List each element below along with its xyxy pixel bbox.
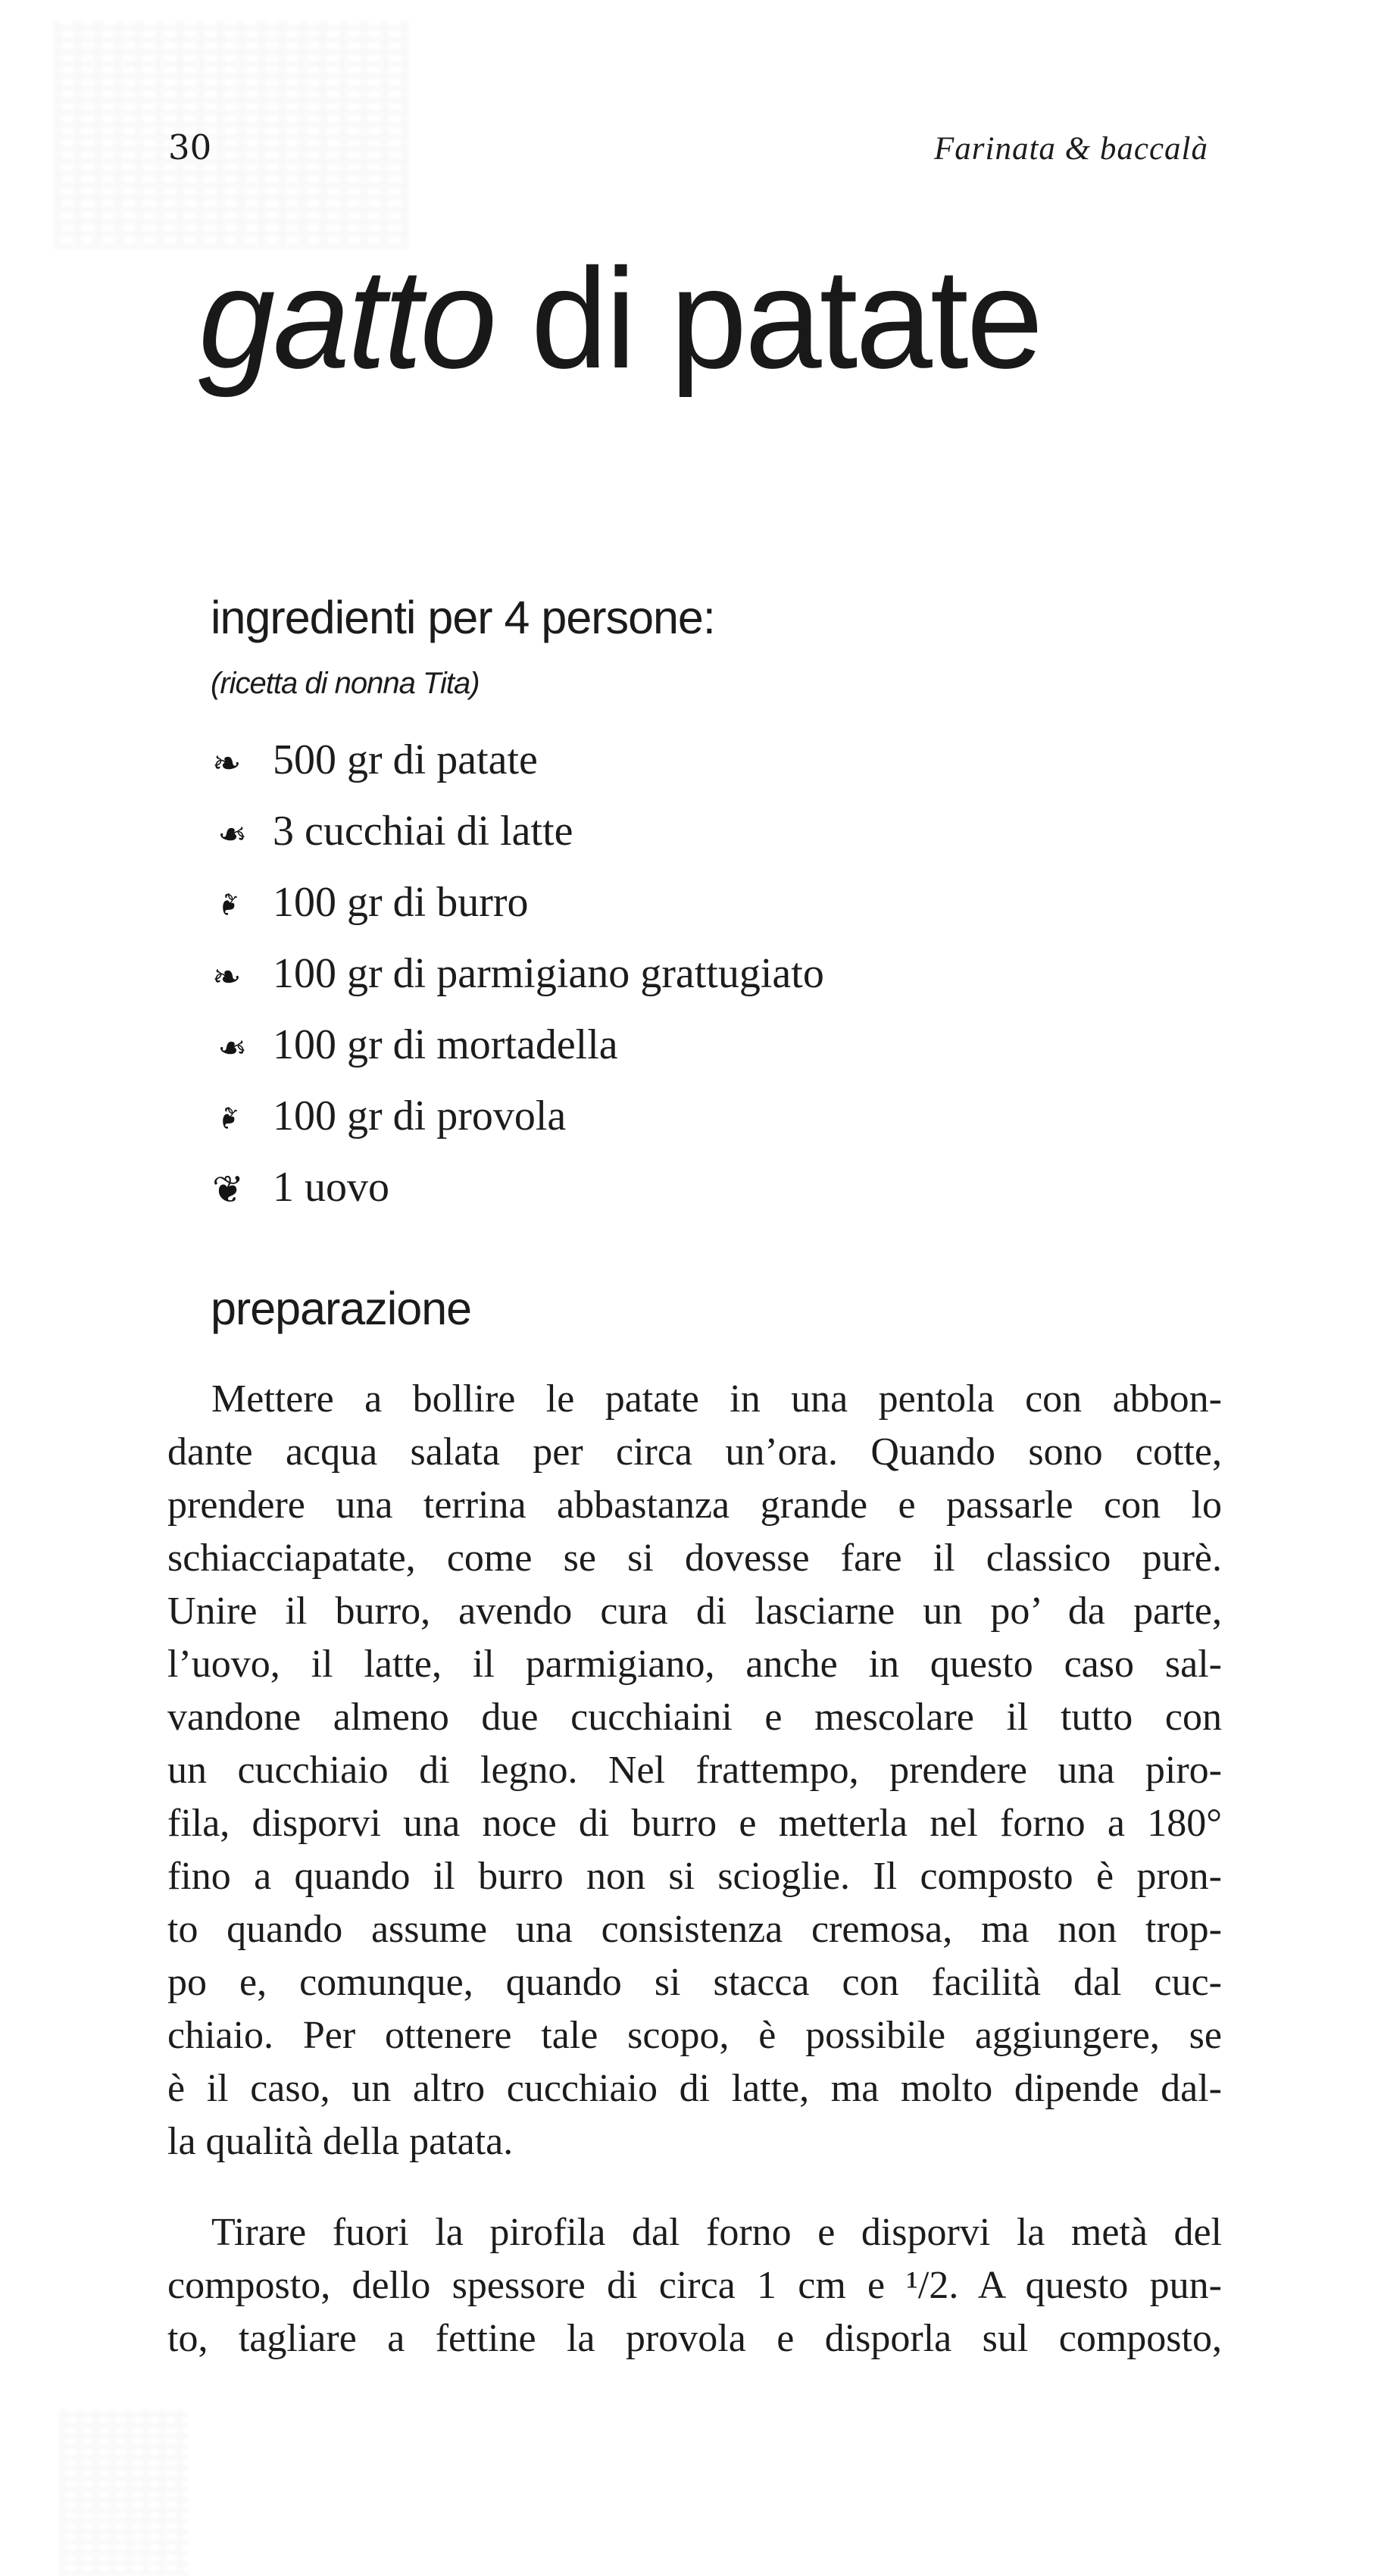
body-line: fila, disporvi una noce di burro e metterla nel forno a 180°	[167, 1802, 1222, 1845]
fleuron-rotated-heart-icon: ❧	[212, 956, 242, 997]
ingredient-text: 500 gr di patate	[273, 736, 538, 783]
ingredient-text: 100 gr di mortadella	[273, 1021, 618, 1068]
ingredient-item	[212, 1152, 824, 1223]
recipe-title-italic-part: gatto	[198, 239, 495, 398]
preparation-heading: preparazione	[211, 1283, 472, 1334]
ingredient-item	[212, 938, 824, 1009]
body-line: dante acqua salata per circa un’ora. Quando sono cotte,	[167, 1430, 1222, 1474]
ingredient-text: 1 uovo	[273, 1164, 389, 1211]
body-line: composto, dello spessore di circa 1 cm e ¹/2. A questo pun-	[167, 2264, 1222, 2307]
body-line: to quando assume una consistenza cremosa, ma non trop-	[167, 1908, 1222, 1951]
body-line: to, tagliare a fettine la provola e disporla sul composto,	[167, 2317, 1222, 2360]
ingredient-text: 100 gr di provola	[273, 1093, 567, 1140]
paragraph	[167, 2206, 1222, 2365]
ingredient-item	[212, 796, 824, 867]
body-line: prendere una terrina abbastanza grande e passarle con lo	[167, 1483, 1222, 1527]
ingredient-item	[212, 724, 824, 796]
ingredient-text: 100 gr di parmigiano grattugiato	[273, 950, 824, 997]
page-number: 30	[168, 127, 212, 167]
running-title: Farinata & baccalà	[934, 131, 1208, 167]
ingredient-item	[212, 1009, 824, 1080]
body-line: po e, comunque, quando si stacca con facilità dal cuc-	[167, 1961, 1222, 2004]
body-line: un cucchiaio di legno. Nel frattempo, prendere una piro-	[167, 1749, 1222, 1792]
ingredients-heading: ingredienti per 4 persone:	[211, 592, 715, 643]
recipe-title-regular-part: di patate	[495, 239, 1042, 398]
paragraph	[167, 1373, 1222, 2168]
ingredient-list	[208, 724, 824, 1223]
body-line: è il caso, un altro cucchiaio di latte, ma molto dipende dal-	[167, 2067, 1222, 2110]
body-line: Tirare fuori la pirofila dal forno e disporvi la metà del	[211, 2211, 1222, 2254]
running-header	[168, 127, 1208, 167]
floral-heart-icon: ❦	[212, 1168, 244, 1211]
fleuron-reversed-heart-icon: ❧	[217, 1027, 247, 1068]
ingredient-item	[208, 1080, 824, 1152]
body-line: la qualità della patata.	[167, 2120, 514, 2163]
body-line: vandone almeno due cucchiaini e mescolare il tutto con	[167, 1696, 1222, 1739]
ingredient-text: 100 gr di burro	[273, 879, 529, 926]
fleuron-rotated-heart-icon: ❧	[212, 742, 242, 783]
scan-artifact-bottom-left	[59, 2409, 188, 2576]
fleuron-vertical-heart-icon: ❧	[208, 1102, 250, 1135]
body-line: chiaio. Per ottenere tale scopo, è possibile aggiungere, se	[167, 2014, 1222, 2057]
body-line: Unire il burro, avendo cura di lasciarne un po’ da parte,	[167, 1590, 1222, 1633]
fleuron-reversed-heart-icon: ❧	[217, 814, 247, 855]
recipe-attribution: (ricetta di nonna Tita)	[211, 667, 480, 700]
body-line: l’uovo, il latte, il parmigiano, anche in questo caso sal-	[167, 1643, 1222, 1686]
body-line: Mettere a bollire le patate in una pentola con abbon-	[211, 1377, 1222, 1421]
fleuron-vertical-heart-icon: ❧	[208, 888, 250, 921]
ingredient-text: 3 cucchiai di latte	[273, 808, 573, 855]
ingredient-item	[208, 867, 824, 938]
preparation-text	[167, 1373, 1222, 2365]
recipe-title	[198, 239, 1042, 398]
body-line: schiacciapatate, come se si dovesse fare il classico purè.	[167, 1537, 1222, 1580]
body-line: fino a quando il burro non si scioglie. Il composto è pron-	[167, 1855, 1222, 1898]
